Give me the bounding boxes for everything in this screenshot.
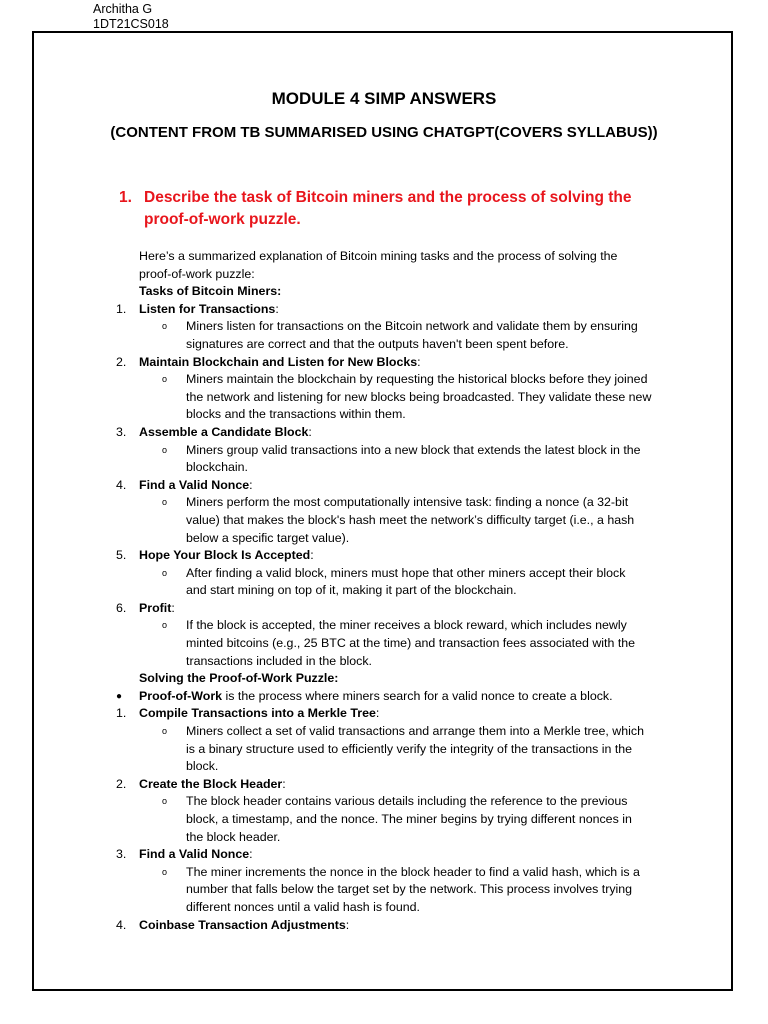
list-item: 3. Find a Valid Nonce: (0, 846, 768, 864)
list-item-text: the network and listening for new blocks being broadcasted. They validate these new (186, 389, 652, 404)
sub-bullet-icon: o (162, 796, 168, 807)
list-item: 2. Create the Block Header: (0, 776, 768, 794)
intro-line-2: proof-of-work puzzle: (139, 266, 255, 281)
bullet-icon: ● (116, 690, 123, 702)
list-item: 3. Assemble a Candidate Block: (0, 424, 768, 442)
list-item-title: Coinbase Transaction Adjustments (139, 917, 346, 932)
bullet-text: is the process where miners search for a valid nonce to create a block. (222, 688, 613, 703)
list-item-text: and start mining on top of it, making it part of the blockchain. (186, 583, 517, 598)
list-number: 2. (116, 354, 127, 369)
list-item-title: Find a Valid Nonce (139, 847, 250, 862)
list-item-text: The miner increments the nonce in the block header to find a valid hash, which is a (186, 864, 640, 879)
section-heading-tasks: Tasks of Bitcoin Miners: (139, 284, 282, 299)
list-number: 6. (116, 600, 127, 615)
list-item-text: minted bitcoins (e.g., 25 BTC at the time) and transaction fees associated with the (186, 636, 636, 651)
list-item-title: Profit (139, 600, 172, 615)
list-number: 2. (116, 776, 127, 791)
list-item-text: signatures are correct and that the outputs haven't been spent before. (186, 336, 569, 351)
sub-bullet-icon: o (162, 620, 168, 631)
list-number: 4. (116, 917, 127, 932)
list-item-title: Maintain Blockchain and Listen for New Blocks (139, 354, 418, 369)
list-item-title: Find a Valid Nonce (139, 477, 250, 492)
list-item-title: Compile Transactions into a Merkle Tree (139, 706, 376, 721)
list-item-title: Assemble a Candidate Block (139, 424, 309, 439)
sub-bullet-icon: o (162, 866, 168, 877)
list-number: 1. (116, 301, 127, 316)
bullet-item (0, 688, 768, 706)
list-item-text: blockchain. (186, 460, 248, 475)
question-line-2: proof-of-work puzzle. (144, 211, 301, 228)
list-item-title: Hope Your Block Is Accepted (139, 548, 311, 563)
intro-line-1: Here’s a summarized explanation of Bitcoin mining tasks and the process of solving the (139, 249, 618, 263)
list-item-text: After finding a valid block, miners must hope that other miners accept their block (186, 565, 626, 580)
sub-bullet-icon: o (162, 444, 168, 455)
list-item-text: Miners listen for transactions on the Bitcoin network and validate them by ensuring (186, 319, 638, 334)
author-name: Architha G (93, 2, 153, 16)
list-item-text: Miners maintain the blockchain by requesting the historical blocks before they joined (186, 372, 648, 387)
sub-bullet-icon: o (162, 726, 168, 737)
list-item: 1. Compile Transactions into a Merkle Tree: (0, 705, 768, 723)
list-item-text: If the block is accepted, the miner receives a block reward, which includes newly (186, 618, 627, 633)
list-item-text: Miners group valid transactions into a new block that extends the latest block in the (186, 442, 641, 457)
list-item: 4. Find a Valid Nonce: (0, 477, 768, 495)
list-number: 4. (116, 477, 127, 492)
list-number: 1. (116, 706, 127, 721)
list-item-title: Create the Block Header (139, 776, 283, 791)
list-item-text: is a binary structure used to efficiently verify the integrity of the transactions in the (186, 741, 633, 756)
list-item: 5. Hope Your Block Is Accepted: (0, 547, 768, 565)
sub-bullet-icon: o (162, 567, 168, 578)
list-item-text: Miners perform the most computationally intensive task: finding a nonce (a 32-bit (186, 495, 629, 510)
question-number: 1. (119, 189, 132, 206)
sub-bullet-icon: o (162, 497, 168, 508)
list-item: 4. Coinbase Transaction Adjustments: (0, 917, 768, 935)
list-number: 3. (116, 847, 127, 862)
list-item-text: Miners collect a set of valid transactions and arrange them into a Merkle tree, which (186, 724, 644, 739)
bullet-bold-text: Proof-of-Work (139, 688, 223, 703)
list-item: 1. Listen for Transactions: (0, 301, 768, 319)
list-number: 5. (116, 548, 127, 563)
question-line-1: Describe the task of Bitcoin miners and the process of solving the (144, 189, 632, 206)
list-item-text: block. (186, 759, 219, 774)
list-number: 3. (116, 424, 127, 439)
list-item-text: below a specific target value). (186, 530, 350, 545)
question-text (144, 187, 674, 231)
list-item-text: The block header contains various details including the reference to the previous (186, 794, 628, 809)
answer-body (0, 248, 768, 934)
list-item-text: number that falls below the target set by the network. This process involves trying (186, 882, 633, 897)
list-item-title: Listen for Transactions (139, 301, 276, 316)
section-heading-pow: Solving the Proof-of-Work Puzzle: (139, 671, 339, 686)
page-subtitle: (CONTENT FROM TB SUMMARISED USING CHATGPT(COVERS SYLLABUS)) (110, 124, 658, 141)
list-item-text: blocks and the transactions within them. (186, 407, 406, 422)
author-id: 1DT21CS018 (93, 17, 169, 31)
list-item-text: value) that makes the block's hash meet the network’s difficulty target (i.e., a hash (186, 512, 635, 527)
sub-bullet-icon: o (162, 374, 168, 385)
list-item: 2. Maintain Blockchain and Listen for New Blocks: (0, 354, 768, 372)
list-item-text: transactions included in the block. (186, 653, 372, 668)
list-item-text: the block header. (186, 829, 281, 844)
list-item-text: different nonces until a valid hash is found. (186, 899, 420, 914)
list-item-text: block, a timestamp, and the nonce. The miner begins by trying different nonces in (186, 812, 632, 826)
page-title: MODULE 4 SIMP ANSWERS (271, 89, 497, 108)
sub-bullet-icon: o (162, 321, 168, 332)
list-item: 6. Profit: (0, 600, 768, 618)
